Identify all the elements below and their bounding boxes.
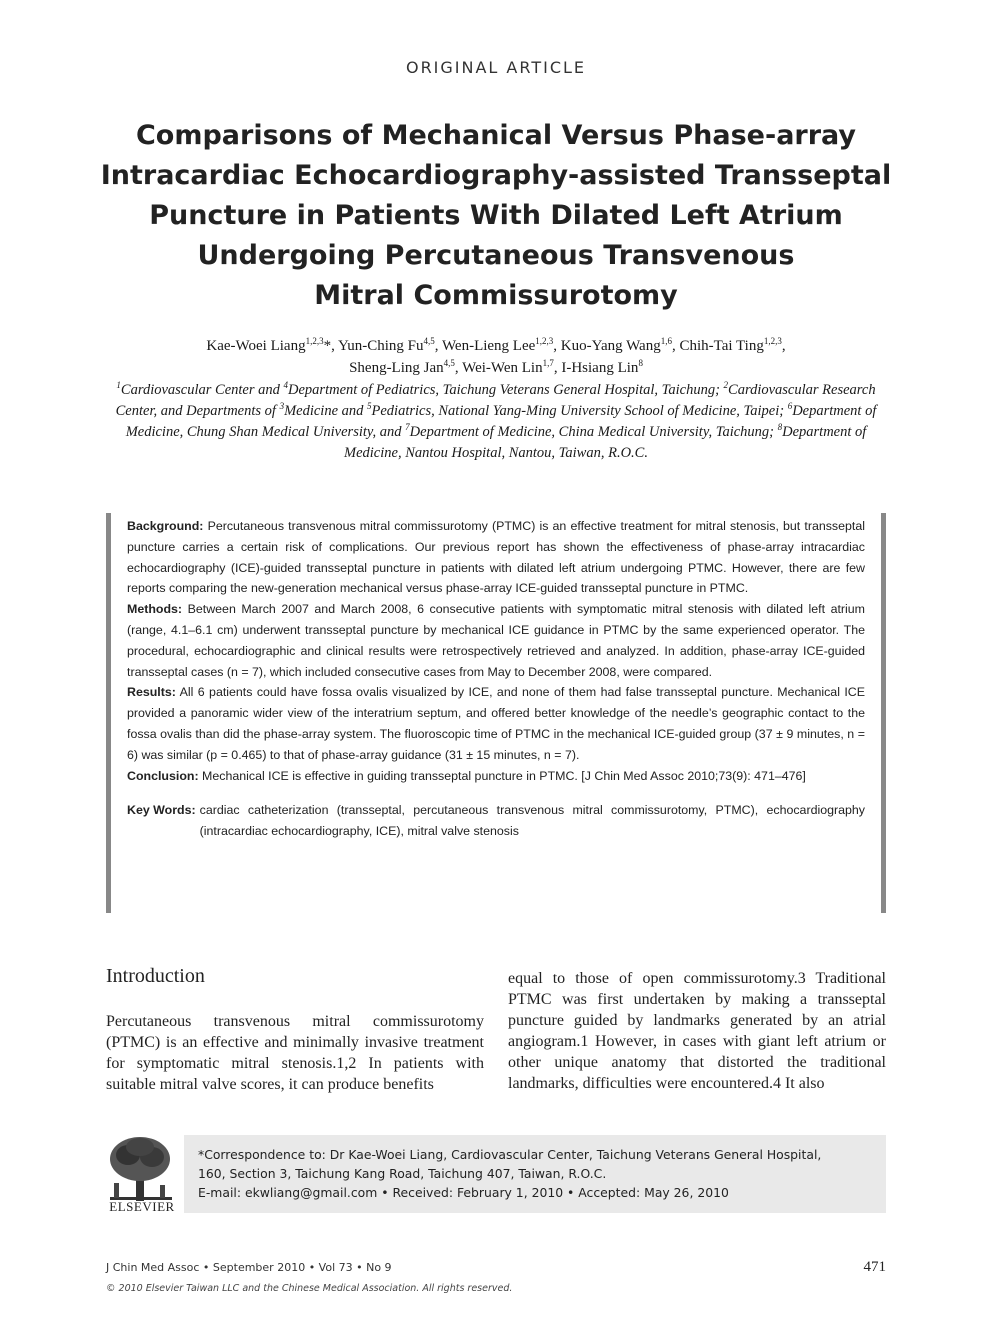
abstract-section-label: Background:	[127, 519, 204, 533]
keywords	[127, 800, 865, 842]
abstract-box	[106, 513, 886, 913]
journal-footer: J Chin Med Assoc • September 2010 • Vol 73 • No 9	[106, 1261, 392, 1274]
abstract-results	[127, 682, 865, 765]
abstract-section-text: Between March 2007 and March 2008, 6 consecutive patients with symptomatic mitral stenosis with dilated left atrium (range, 4.1–6.1 cm) underwent transseptal puncture by mechanical ICE guidance in PTMC by the same experienced operator. The procedural, echocardiographic and clinical results were retrospectively retrieved and analyzed. In addition, phase-array ICE-guided transseptal cases (n = 7), which included consecutive cases from May to December 2008, were compared.	[127, 602, 865, 679]
affil-sup: 3	[279, 401, 285, 412]
correspondence-line: E-mail: ekwliang@gmail.com • Received: February 1, 2010 • Accepted: May 26, 2010	[198, 1185, 729, 1200]
abstract-methods	[127, 599, 865, 682]
author-name: Sheng-Ling Jan	[349, 360, 444, 376]
author-name: Wen-Lieng Lee	[441, 338, 536, 354]
title-line: Comparisons of Mechanical Versus Phase-array	[135, 120, 857, 151]
author-affil-sup: 1,6	[660, 336, 672, 346]
abstract-section-text: All 6 patients could have fossa ovalis visualized by ICE, and none of them had false transseptal puncture. Mechanical ICE provided a panoramic wider view of the interatrium septum, and offered better knowledge of the needle’s geographic contact to the fossa ovalis than did the phase-array system. The fluoroscopic time of PTMC in the mechanical ICE-guided group (37 ± 9 minutes, n = 6) was similar (p = 0.465) to that of phase-array guidance (31 ± 15 minutes, n = 7).	[127, 685, 865, 762]
abstract-section-label: Conclusion:	[127, 768, 199, 783]
body-column-right: equal to those of open commissurotomy.3 Traditional PTMC was first undertaken by making a transseptal puncture guided by landmarks generated by an atrial angiogram.1 However, in cases with giant left atrium or other unique anatomy that distorted the traditional landmarks, difficulties were encountered.4 It also	[508, 970, 886, 1092]
keywords-text: cardiac catheterization (transseptal, percutaneous transvenous mitral commissurotomy, PTMC), echocardiography (intracardiac echocardiography, ICE), mitral valve stenosis	[199, 803, 865, 839]
author-affil-sup: 1,2,3	[763, 336, 782, 346]
abstract-section-text: Mechanical ICE is effective in guiding transseptal puncture in PTMC. [J Chin Med Assoc 2010;73(9): 471–476]	[202, 768, 806, 783]
affil-text: Medicine and	[284, 403, 368, 419]
copyright: © 2010 Elsevier Taiwan LLC and the Chinese Medical Association. All rights reserved.	[106, 1283, 513, 1294]
abstract-conclusion	[127, 766, 865, 787]
affil-sup: 4	[283, 380, 289, 391]
body-column-left: Percutaneous transvenous mitral commissurotomy (PTMC) is an effective and minimally invasive treatment for symptomatic mitral stenosis.1,2 In patients with suitable mitral valve scores, it can produce benefits	[106, 1013, 484, 1093]
affiliations	[100, 380, 892, 464]
affil-sup: 2	[723, 380, 729, 391]
publisher-logo-text: ELSEVIER	[109, 1199, 175, 1214]
corresponding-mark: *	[323, 338, 332, 354]
affil-sup: 7	[405, 422, 410, 433]
author-affil-sup: 4,5	[423, 336, 435, 346]
affil-text: Department of Pediatrics, Taichung Veterans General Hospital, Taichung;	[288, 382, 724, 398]
author-list: Kae-Woei Liang$^{1,2,3}$*, Yun-Ching Fu$^{4,5}$, Wen-Lieng Lee$^{1,2,3}$, Kuo-Yang Wang$^{1,6}$, Chih-Tai Ting$^{1,2,3}$, Sheng-Ling Jan$^{4,5}$, Wei-Wen Lin$^{1,7}$, I-Hsiang Lin$^8$	[206, 336, 786, 376]
title-line: Intracardiac Echocardiography-assisted Transseptal	[100, 160, 892, 191]
author-name: Kuo-Yang Wang	[560, 338, 661, 354]
correspondence-line: *Correspondence to: Dr Kae-Woei Liang, Cardiovascular Center, Taichung Veterans General Hospital,	[198, 1147, 822, 1162]
title-line: Puncture in Patients With Dilated Left Atrium	[149, 200, 843, 231]
author-affil-sup: 8	[638, 358, 643, 368]
abstract-background	[127, 516, 865, 599]
abstract-section-label: Methods:	[127, 602, 183, 617]
author-name: Chih-Tai Ting	[679, 338, 764, 354]
affil-text: Cardiovascular Research Center, and Departments of	[115, 382, 876, 419]
author-affil-sup: 1,2,3	[535, 336, 554, 346]
affil-text: Department of Medicine, Nantou Hospital, Nantou, Taiwan, R.O.C.	[344, 424, 867, 461]
correspondence-line: 160, Section 3, Taichung Kang Road, Taichung 407, Taiwan, R.O.C.	[198, 1166, 607, 1181]
author-affil-sup: 1,2,3	[305, 336, 324, 346]
affil-sup: 5	[367, 401, 372, 412]
abstract-section-text: Percutaneous transvenous mitral commissurotomy (PTMC) is an effective treatment for mitral stenosis, but transseptal puncture carries a certain risk of complications. Our previous report has shown the effectiveness of phase-array intracardiac echocardiography (ICE)-guided transseptal puncture in patients with dilated left atrium undergoing PTMC. However, there are few reports comparing the new-generation mechanical versus phase-array ICE-guided transseptal puncture in PTMC.	[127, 519, 865, 596]
author-affil-sup: 1,7	[542, 358, 554, 368]
author-name: I-Hsiang Lin	[561, 360, 639, 376]
affil-text: Department of Medicine, China Medical University, Taichung;	[409, 424, 778, 440]
section-heading: Introduction	[106, 965, 205, 987]
page-number: 471	[863, 1259, 886, 1275]
article-title	[90, 116, 902, 316]
author-name: Wei-Wen Lin	[462, 360, 543, 376]
affil-text: Pediatrics, National Yang-Ming University School of Medicine, Taipei;	[371, 403, 788, 419]
affil-sup: 6	[787, 401, 793, 412]
affil-sup: 1	[116, 380, 121, 391]
affil-text: Cardiovascular Center and	[120, 382, 284, 398]
keywords-label: Key Words:	[127, 803, 196, 818]
author-affil-sup: 4,5	[443, 358, 455, 368]
author-name: Yun-Ching Fu	[338, 338, 424, 354]
abstract-section-label: Results:	[127, 685, 176, 700]
affil-text: Department of Medicine, Chung Shan Medical University, and	[125, 403, 877, 440]
author-name: Kae-Woei Liang	[206, 338, 306, 354]
title-line: Undergoing Percutaneous Transvenous	[197, 240, 795, 271]
section-label: ORIGINAL ARTICLE	[405, 58, 587, 77]
affil-sup: 8	[777, 422, 783, 433]
title-line: Mitral Commissurotomy	[314, 280, 678, 311]
correspondence	[198, 1145, 878, 1202]
